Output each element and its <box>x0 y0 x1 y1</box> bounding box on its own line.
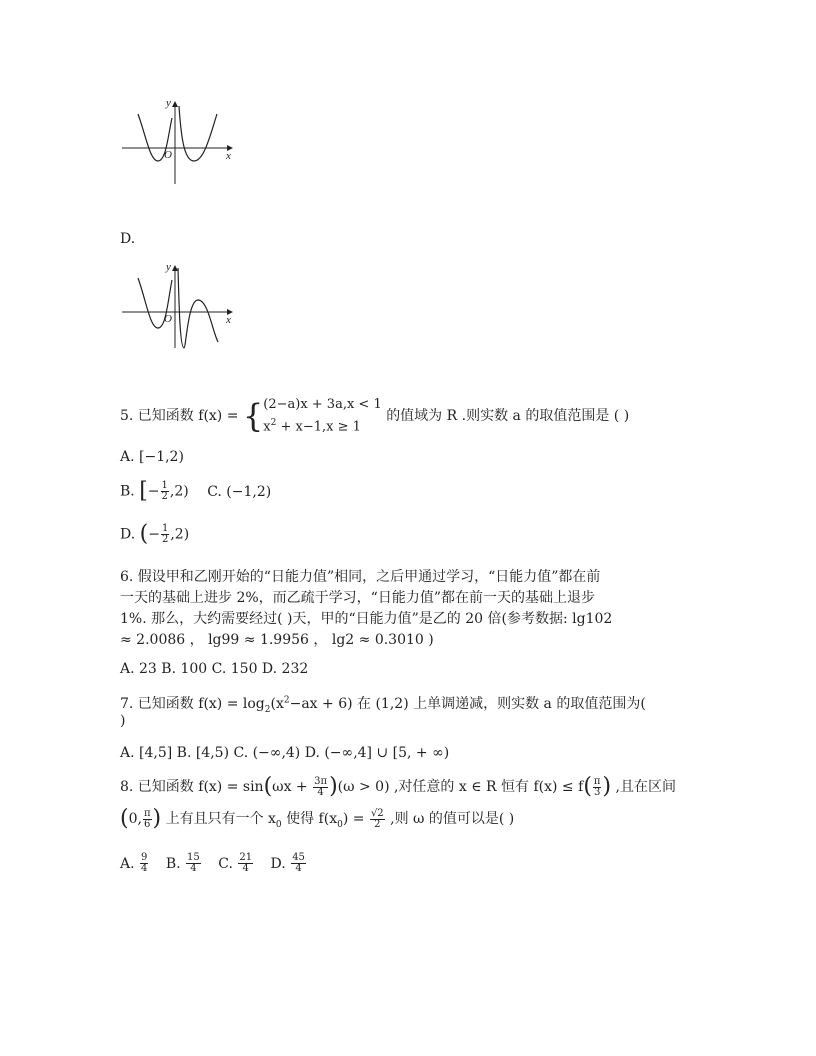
graph-option-c <box>118 96 242 190</box>
y-axis-label: y <box>166 261 171 273</box>
function-curve-right <box>179 106 217 161</box>
q5-tail: 的值域为 R .则实数 a 的取值范围是 ( ) <box>386 408 630 425</box>
q8-option-a: A. $\frac{9}{4}$ <box>120 852 148 874</box>
function-curve-right <box>178 268 218 348</box>
x-axis-label: x <box>226 150 231 162</box>
q8-line-1: 8. 已知函数 f(x) = sin(ωx + $\frac{3\pi}{4}$ )(ω > 0) ,对任意的 x ∈ R 恒有 f(x) ≤ f( $\frac{\pi}{3}$ ) ,且在区间 <box>120 774 676 799</box>
question-5 <box>120 396 629 436</box>
piecewise-brace: { <box>242 397 264 436</box>
origin-label: O <box>164 313 172 325</box>
q5-option-d: D. (− $\frac{1}{2}$ ,2) <box>120 521 190 547</box>
q5-lead: 5. 已知函数 f(x) = <box>120 408 239 425</box>
q8-option-b: B. $\frac{15}{4}$ <box>165 852 200 874</box>
y-axis-label: y <box>166 97 171 109</box>
q8-option-d: D. $\frac{45}{4}$ <box>270 852 305 874</box>
q8-line-2: (0, $\frac{\pi}{6}$ ) 上有且只有一个 $x_0$ 使得 $f(x_0)$ = $\frac{√2}{2}$ ,则 ω 的值可以是( ) <box>120 806 515 831</box>
option-d-label: D. <box>120 231 136 247</box>
q6-line-3: 1%. 那么，大约需要经过( )天，甲的“日能力值”是乙的 20 倍(参考数据: lg102 <box>120 611 613 627</box>
q8-options <box>120 853 307 874</box>
q5-option-b: B. [− $\frac{1}{2}$ ,2) C. (−1,2) <box>120 478 272 504</box>
q5-case1: (2−a)x + 3a,x < 1 <box>263 397 382 412</box>
q7-options: A. [4,5] B. [4,5) C. (−∞,4) D. (−∞,4] ∪ [5, + ∞) <box>120 745 450 761</box>
q6-line-1: 6. 假设甲和乙刚开始的“日能力值”相同，之后甲通过学习，“日能力值”都在前 <box>120 569 601 585</box>
q6-line-4: ≈ 2.0086 ， lg99 ≈ 1.9956 ， lg2 ≈ 0.3010 ) <box>120 632 434 648</box>
q7-line-1: 7. 已知函数 $f(x) = \log_2(x^2-ax + 6)$ 在 (1,2) 上单调递减，则实数 a 的取值范围为( <box>120 695 646 715</box>
x-axis-label: x <box>226 314 231 326</box>
q5-option-a: A. [−1,2) <box>120 449 184 465</box>
q5-option-c: C. (−1,2) <box>207 483 272 500</box>
origin-label: O <box>164 149 172 161</box>
q7-line-2: ) <box>120 713 126 729</box>
q8-option-c: C. $\frac{21}{4}$ <box>218 852 253 874</box>
graph-option-d <box>118 260 242 354</box>
q6-options: A. 23 B. 100 C. 150 D. 232 <box>120 661 309 677</box>
q6-line-2: 一天的基础上进步 2%，而乙疏于学习，“日能力值”都在前一天的基础上退步 <box>120 590 595 606</box>
q5-case2: $x^2 + x-1,x \ge 1$ <box>263 418 361 435</box>
piecewise-cases <box>263 396 381 436</box>
